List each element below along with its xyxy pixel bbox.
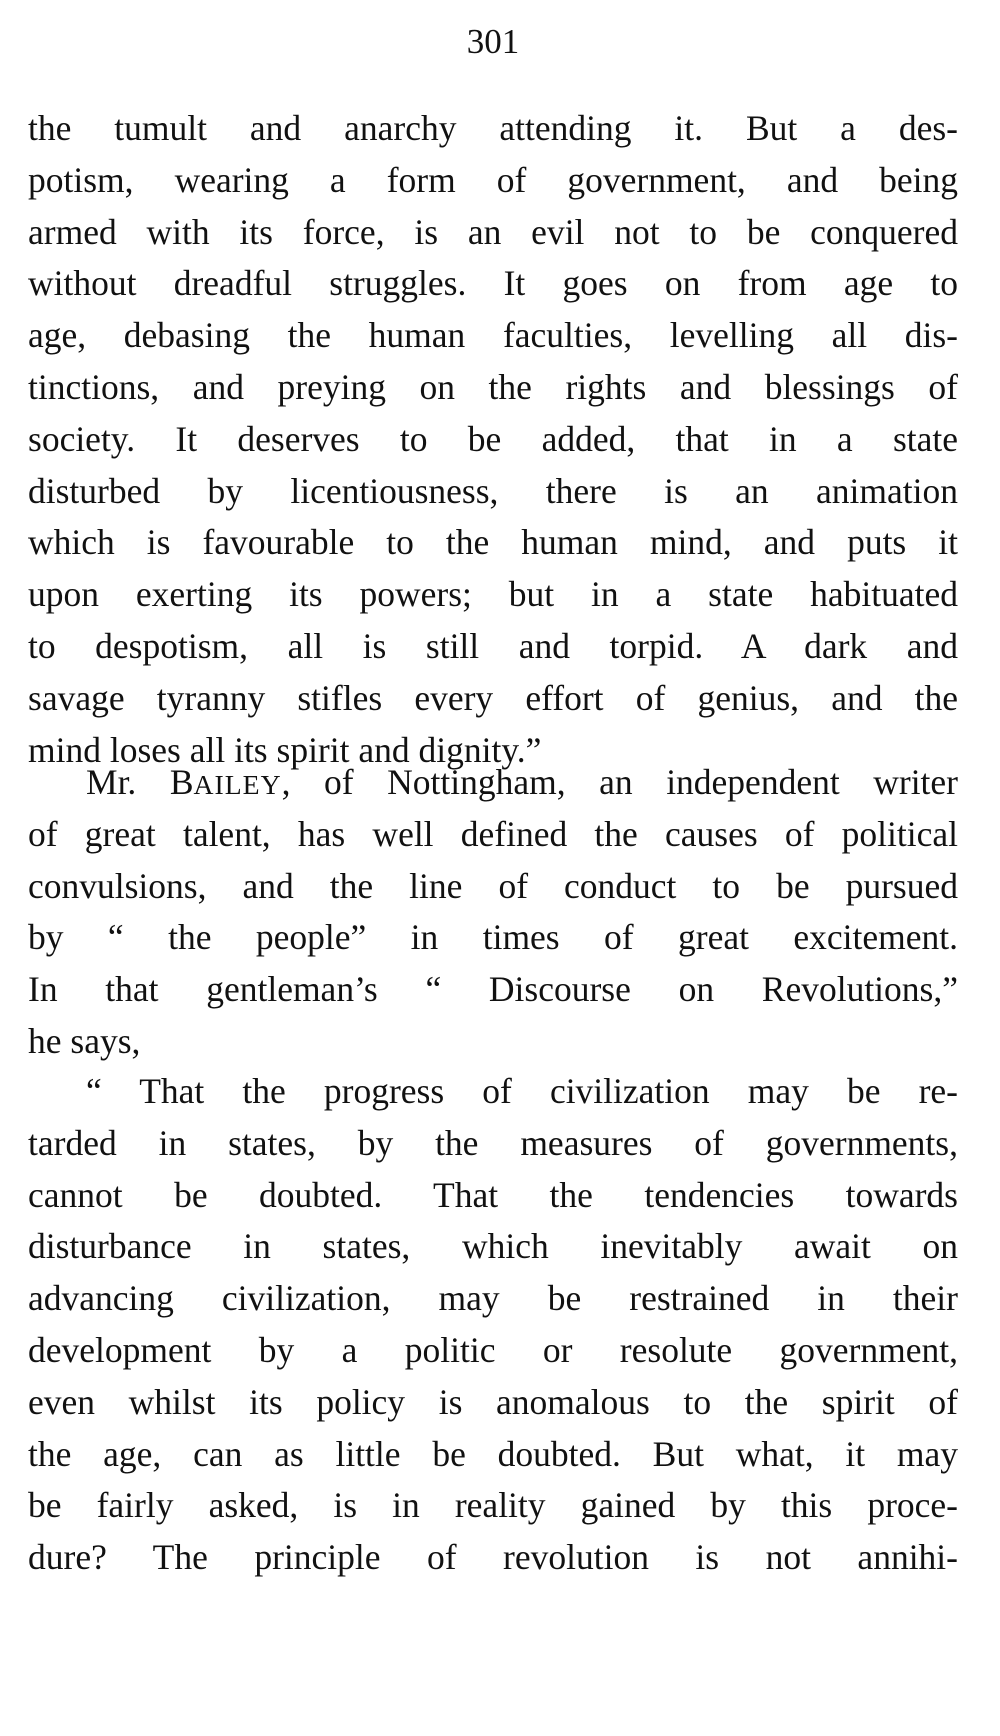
text-line: development by a politic or resolute government, <box>28 1329 958 1370</box>
text-line: tarded in states, by the measures of governments, <box>28 1122 958 1163</box>
text-line: convulsions, and the line of conduct to be pursued <box>28 865 958 906</box>
text-line: disturbed by licentiousness, there is an animation <box>28 470 958 511</box>
paragraph-despotism-quote <box>28 103 958 776</box>
text-line: savage tyranny stifles every effort of genius, and the <box>28 677 958 718</box>
paragraph-revolutions-quote <box>28 1066 958 1584</box>
author-name-lead: Mr. B <box>86 762 194 802</box>
text-line: “ That the progress of civilization may be re- <box>86 1071 958 1111</box>
paragraph-bailey-intro <box>28 757 958 1068</box>
text-line <box>28 757 958 809</box>
page-number: 301 <box>466 22 520 61</box>
text-line: advancing civilization, may be restrained in their <box>28 1278 958 1319</box>
text-line: society. It deserves to be added, that in a state <box>28 418 958 459</box>
text-line: In that gentleman’s “ Discourse on Revolutions,” <box>28 969 958 1010</box>
text-line: age, debasing the human faculties, levelling all dis- <box>28 315 958 356</box>
author-name-smallcaps: AILEY <box>193 769 282 800</box>
text-line: the age, can as little be doubted. But what, it may <box>28 1433 958 1474</box>
text-line-rest: , of Nottingham, an independent writer <box>281 762 958 802</box>
book-page <box>28 0 958 1736</box>
text-line: cannot be doubted. That the tendencies towards <box>28 1174 958 1215</box>
text-line: be fairly asked, is in reality gained by this proce- <box>28 1485 958 1526</box>
text-line: potism, wearing a form of government, and being <box>28 159 958 200</box>
text-line: he says, <box>28 1020 141 1061</box>
text-line: to despotism, all is still and torpid. A dark and <box>28 625 958 666</box>
text-line: dure? The principle of revolution is not annihi- <box>28 1537 958 1578</box>
text-line: the tumult and anarchy attending it. But a des- <box>28 108 958 148</box>
text-line: of great talent, has well defined the causes of political <box>28 813 958 854</box>
text-line: by “ the people” in times of great excitement. <box>28 917 958 958</box>
text-line: even whilst its policy is anomalous to the spirit of <box>28 1381 958 1422</box>
text-line: without dreadful struggles. It goes on from age to <box>28 263 958 304</box>
text-line: which is favourable to the human mind, and puts it <box>28 522 958 563</box>
text-line: disturbance in states, which inevitably await on <box>28 1226 958 1267</box>
text-line: tinctions, and preying on the rights and blessings of <box>28 366 958 407</box>
text-line: armed with its force, is an evil not to be conquered <box>28 211 958 252</box>
text-line: upon exerting its powers; but in a state habituated <box>28 574 958 615</box>
text-line: mind loses all its spirit and dignity.” <box>28 729 542 770</box>
